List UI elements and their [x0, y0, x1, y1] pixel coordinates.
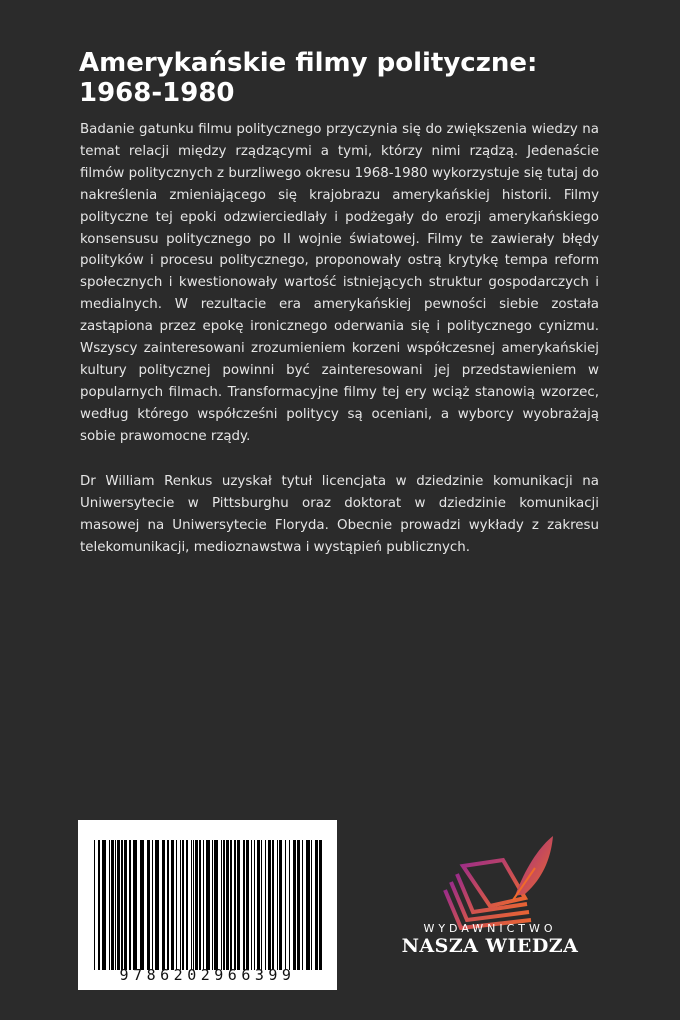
- book-title: Amerykańskie filmy polityczne: 1968-1980: [79, 48, 538, 108]
- barcode-bar: [293, 840, 296, 970]
- barcode-bar: [315, 840, 318, 970]
- barcode-bar: [195, 840, 198, 970]
- barcode-bar: [176, 840, 177, 970]
- barcode-bar: [265, 840, 266, 970]
- barcode-bar: [230, 840, 232, 970]
- barcode-bar: [102, 840, 106, 970]
- barcode-bar: [257, 840, 260, 970]
- barcode-bar: [180, 840, 181, 970]
- barcode-bar: [261, 840, 262, 970]
- barcode-bar: [319, 840, 322, 970]
- barcode-bar: [109, 840, 110, 970]
- barcode-bar: [285, 840, 286, 970]
- barcode-bars: [92, 840, 323, 970]
- barcode-bar: [297, 840, 300, 970]
- barcode-bar: [98, 840, 100, 970]
- barcode-bar: [199, 840, 201, 970]
- publisher-label-small: WYDAWNICTWO: [423, 922, 557, 935]
- book-description: Badanie gatunku filmu politycznego przyczynia się do zwiększenia wiedzy na temat relacji między rządzącymi a tymi, którzy nimi rządzą. Jedenaście filmów politycznych z burzliwego okresu 1968-1980 wykorzystuje się tutaj do nakreślenia zmieniającego się krajobrazu amerykańskiej historii. Filmy polityczne tej epoki odzwierciedlały i podżegały do erozji amerykańskiego konsensusu politycznego po II wojnie światowej. Filmy te zawierały błędy polityków i procesu politycznego, proponowały ostrą krytykę tempa reform społecznych i kwestionowały wartość istniejących struktur gospodarczych i medialnych. W rezultacie era amerykańskiej pewności siebie została zastąpiona przez epokę ironicznego oderwania się i politycznego cynizmu. Wszyscy zainteresowani zrozumieniem korzeni współczesnej amerykańskiej kultury politycznej powinni być zainteresowani jej przedstawieniem w popularnych filmach. Transformacyjne filmy tej ery wciąż stanowią wzorzec, według którego współcześni politycy są oceniani, a wyborcy wyobrażają sobie prawomocne rządy.: [80, 122, 599, 444]
- barcode-bar: [206, 840, 210, 970]
- barcode-bar: [289, 840, 290, 970]
- barcode-bar: [272, 840, 274, 970]
- barcode-bar: [182, 840, 184, 970]
- barcode-bar: [133, 840, 137, 970]
- barcode-bar: [140, 840, 144, 970]
- barcode-bar: [111, 840, 114, 970]
- barcode-bar: [243, 840, 245, 970]
- barcode-bar: [226, 840, 229, 970]
- isbn-barcode: [78, 820, 337, 990]
- barcode-bar: [152, 840, 153, 970]
- barcode-bar: [191, 840, 192, 970]
- author-bio: Dr William Renkus uzyskał tytuł licencjata w dziedzinie komunikacji na Uniwersytecie w Pittsburghu oraz doktorat w dziedzinie komunikacji masowej na Uniwersytecie Floryda. Obecnie prowadzi wykłady z zakresu telekomunikacji, medioznawstwa i wystąpień publicznych.: [80, 474, 599, 555]
- barcode-bar: [155, 840, 159, 970]
- barcode-bar: [147, 840, 150, 970]
- barcode-bar: [115, 840, 116, 970]
- barcode-bar: [234, 840, 236, 970]
- barcode-bar: [237, 840, 240, 970]
- barcode-bar: [212, 840, 213, 970]
- barcode-bar: [117, 840, 120, 970]
- barcode-bar: [306, 840, 310, 970]
- barcode-bar: [167, 840, 169, 970]
- barcode-bar: [162, 840, 165, 970]
- barcode-bar: [221, 840, 222, 970]
- barcode-bar: [254, 840, 255, 970]
- barcode-bar: [268, 840, 271, 970]
- barcode-bar: [214, 840, 218, 970]
- barcode-bar: [279, 840, 282, 970]
- barcode-bar: [302, 840, 303, 970]
- isbn-number: 9786202966399: [119, 966, 296, 984]
- barcode-bar: [277, 840, 278, 970]
- barcode-bar: [203, 840, 204, 970]
- barcode-bar: [186, 840, 188, 970]
- barcode-bar: [193, 840, 194, 970]
- barcode-bar: [251, 840, 252, 970]
- barcode-bar: [311, 840, 312, 970]
- barcode-bar: [124, 840, 127, 970]
- barcode-bar: [121, 840, 123, 970]
- barcode-bar: [223, 840, 225, 970]
- publisher-name: NASZA WIEDZA: [401, 935, 579, 957]
- barcode-bar: [94, 840, 95, 970]
- barcode-bar: [246, 840, 249, 970]
- barcode-bar: [129, 840, 131, 970]
- barcode-bar: [171, 840, 174, 970]
